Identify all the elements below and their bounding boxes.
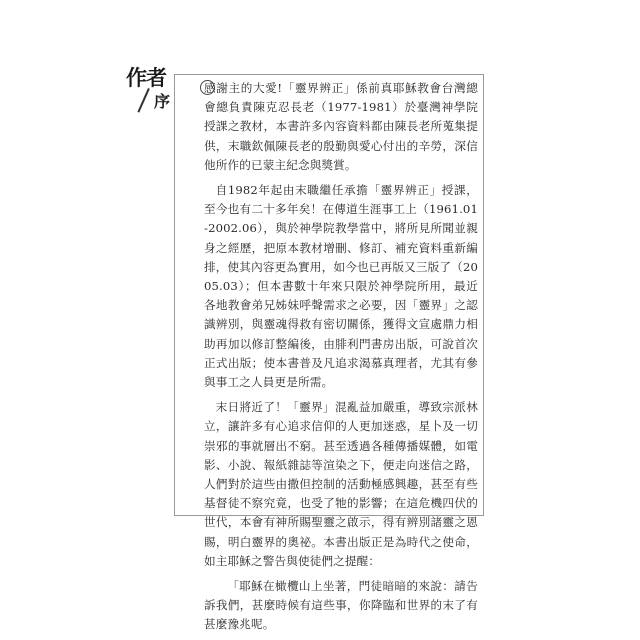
paragraph-2: 自1982年起由末職繼任承擔「靈界辨正」授課，至今也有二十多年矣！在傳道生涯事工上（1961.01-2002.06），與於神學院教學當中，將所見所聞並親身之經歷，把原本教材增刪、修訂、補充資料重新編排，使其內容更為實用，如今也已再版又三版了（2005.03）；但本書數十年來只限於神學院所用，最近各地教會弟兄姊妹呼聲需求之必要，因「靈界」之認識辨別，與靈魂得救有密切關係，獲得文宣處鼎力相助再加以修訂整編後，由腓利門書房出版，可說首次正式出版；使本書普及凡追求渴慕真理者，尤其有參與事工之人員更是所需。 bbox=[204, 183, 478, 390]
preface-heading bbox=[126, 66, 176, 126]
heading-author: 作者 bbox=[126, 65, 166, 90]
circle-mark-icon bbox=[200, 80, 215, 95]
paragraph-1-text: 感謝主的大愛!「靈界辨正」係前真耶穌教會台灣總會總負責陳克忍長老（1977-1981）於臺灣神學院授課之教材，本書許多內容資料都由陳長老所蒐集提供，末職欽佩陳長老的殷勤與愛心付出的辛勞，深信他所作的已蒙主紀念與獎賞。 bbox=[204, 81, 478, 172]
preface-body bbox=[204, 79, 478, 640]
heading-preface: 序 bbox=[154, 92, 171, 111]
paragraph-quote: 「耶穌在橄欖山上坐著，門徒暗暗的來說：請告訴我們，甚麼時候有這些事，你降臨和世界的末了有甚麼豫兆呢。 bbox=[204, 579, 478, 632]
paragraph-1 bbox=[204, 79, 478, 175]
paragraph-3: 末日將近了！「靈界」混亂益加嚴重，導致宗派林立，讓許多有心追求信仰的人更加迷惑，星卜及一切崇邪的事就層出不窮。甚至透過各種傳播媒體，如電影、小說、報紙雜誌等渲染之下，便走向迷信之路，人們對於這些由撒但控制的活動極感興趣，甚至有些基督徒不察究竟，也受了牠的影響；在這危機四伏的世代，本會有神所賜聖靈之啟示，得有辨別諸靈之恩賜，明白靈界的奧祕。本書出版正是為時代之使命，如主耶穌之警告與使徒們之提醒： bbox=[204, 400, 478, 568]
heading-slash-divider bbox=[137, 88, 149, 113]
